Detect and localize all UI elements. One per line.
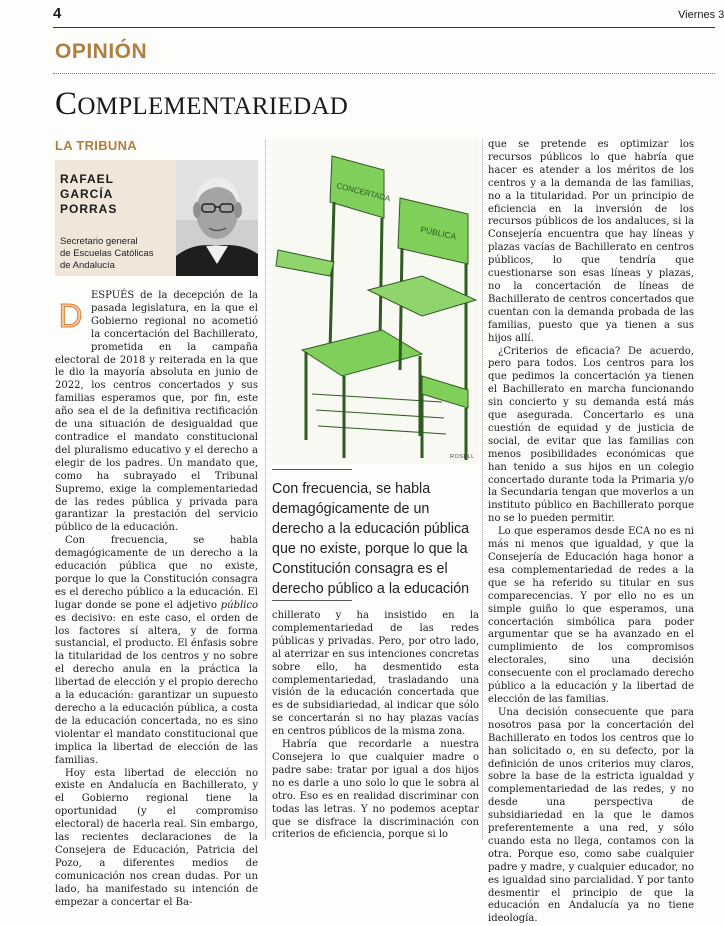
- body-paragraph: Habría que recordarle a nuestra Consejera lo que cualquier madre o padre sabe: tratar por igual a dos hijos no es darle a uno solo lo que le sobra al otro. Eso es en realidad discriminar con todas las letras. Y no podemos aceptar que se disfrace la discriminación con criterios de eficiencia, porque si lo: [272, 739, 479, 841]
- column-divider: [482, 140, 483, 839]
- headline-initial: C: [55, 86, 78, 122]
- body-paragraph: [55, 290, 258, 535]
- headline: [55, 86, 348, 123]
- author-role-line: de Escuelas Católicas: [60, 248, 154, 259]
- column-label: LA TRIBUNA: [55, 138, 137, 153]
- column-divider: [265, 140, 266, 839]
- lead-word: ESPUÉS: [91, 290, 135, 301]
- section-divider: [53, 73, 715, 74]
- body-paragraph: ¿Criterios de eficacia? De acuerdo, pero para todos. Los centros para los que pedimos la concertación ya tienen el Bachillerato en marcha funcionando sin concierto y su demanda está más que asegurada. Concertarlo es una cuestión de equidad y de justicia de social, de evitar que las familias con menos posibilidades económicas que han tenido a sus hijos en un colegio concertado durante toda la Primaria y/o la Secundaria tengan que moverlos a un instituto público en Bachillerato porque no se lo pueden permitir.: [488, 345, 694, 525]
- drop-cap: D: [58, 297, 83, 334]
- author-name-line: PORRAS: [60, 202, 118, 216]
- body-paragraph: que se pretende es optimizar los recursos públicos lo que habría que hacer es atender a los méritos de los centros y a la demanda de las familias, no a la titularidad. Por un principio de eficiencia en la inversión de los recursos públicos de los andaluces, si la Consejería encuentra que hay líneas y plazas vacías de Bachillerato en centros públicos, lo que tendría que cuestionarse son esas líneas y plazas, no la concertación de líneas de Bachillerato de centros concertados que cuentan con la demanda probada de las familias, puesto que ya tienen a sus hijos allí.: [488, 139, 694, 344]
- author-role-line: Secretario general: [60, 236, 138, 247]
- illustration-credit: ROSELL: [450, 454, 475, 460]
- chairs-illustration: [272, 140, 479, 464]
- author-name-line: RAFAEL: [60, 172, 114, 186]
- issue-date: Viernes 3: [678, 9, 724, 21]
- pull-quote: Con frecuencia, se habla demagógicamente de un derecho a la educación pública que no existe, porque lo que la Constitución consagra es el derecho público a la educación: [272, 481, 470, 597]
- author-role-line: de Andalucía: [60, 260, 115, 271]
- pullquote-rule: [272, 469, 352, 470]
- chair-right-label: PÚBLICA: [419, 224, 458, 242]
- header-rule: [53, 27, 715, 28]
- headline-rest: OMPLEMENTARIEDAD: [77, 93, 349, 120]
- emphasis-text: público: [220, 599, 258, 611]
- section-title: OPINIÓN: [55, 40, 148, 63]
- body-paragraph: chillerato y ha insistido en la complementariedad de las redes públicas y privadas. Pero, por otro lado, al aterrizar en sus intenciones concretas sobre ello, ha desmentido esta complementariedad, trasladando una visión de la educación concertada que es de subsidiariedad, al indicar que sólo se concertarán si no hay plazas vacías en centros públicos de la misma zona.: [272, 610, 479, 738]
- chair-left-label: CONCERTADA: [335, 181, 392, 204]
- body-paragraph: Una decisión consecuente que para nosotros pasa por la concertación del Bachillerato en todos los centros que lo han solicitado o, en su defecto, por la definición de unos criterios muy claros, sobre la base de la estricta igualdad y complementariedad de las redes, y no desde una perspectiva de subsidiariedad en la que le damos preferentemente a una red, y sólo cuando esta no llega, contamos con la otra. Porque eso, como sabe cualquier padre y madre, y cualquier educador, no es igualdad sino parcialidad. Y por tanto desmentir el principio de que la educación en Andalucía ya no tiene ideología.: [488, 706, 694, 925]
- body-paragraph: Hoy esta libertad de elección no existe en Andalucía en Bachillerato, y el Gobierno regional tiene la oportunidad (y el compromiso electoral) de hacerla real. Sin embargo, las recientes declaraciones de la Consejera de Educación, Patricia del Pozo, a diferentes medios de comunicación nos crean dudas. Por un lado, ha manifestado su intención de empezar a concertar el Ba-: [55, 767, 258, 908]
- author-name-line: GARCÍA: [60, 187, 114, 201]
- page-number: 4: [53, 5, 62, 22]
- body-paragraph: Lo que esperamos desde ECA no es ni más ni menos que igualdad, y que la Consejería de Educación haga honor a esa complementariedad de redes a la que se ha referido su titular en sus comparecencias. Y por ello no es un simple guiño lo que esperamos, una concertación simbólica para poder argumentar que se ha avanzado en el cumplimiento de los compromisos electorales, sino una decisión consecuente con el proclamado derecho público a la educación y la libertad de elección de las familias.: [488, 526, 694, 705]
- pullquote-rule: [272, 600, 352, 601]
- body-column-3: [488, 139, 694, 926]
- paragraph-text: es decisivo: en este caso, el orden de los factores sí altera, y de forma sustancial, el producto. El énfasis sobre la titularidad de los centros y no sobre el derecho anula en la práctica la libertad de elección y el propio derecho a la educación: garantizar un supuesto derecho a la educación pública, a costa de la educación concertada, no es sino violentar el mandato constitucional que implica la libertad de elección de las familias.: [55, 612, 258, 766]
- paragraph-text: Con frecuencia, se habla demagógicamente de un derecho a la educación pública que no existe, porque lo que la Constitución consagra es el derecho público a la educación. El lugar donde se pone el adjetivo: [55, 535, 258, 611]
- author-portrait: [176, 160, 258, 276]
- body-column-2: [272, 610, 479, 842]
- body-column-1: [55, 290, 258, 910]
- paragraph-text: de la decepción de la pasada legislatura, en la que el Gobierno regional no acometió la concertación del Bachillerato, prometida en la campaña electoral de 2018 y reiterada en la que le dio la mayoría absoluta en junio de 2022, los centros concertados y sus familias esperamos que, por fin, este año sea el de la definitiva rectificación de una situación de desigualdad que contradice el mandato constitucional del pluralismo educativo y el derecho a elegir de los padres. Un mandato que, como ha subrayado el Tribunal Supremo, exige la complementariedad de las redes pública y privada para garantizar la prestación del servicio público de la educación.: [55, 290, 258, 534]
- author-name: [60, 172, 117, 217]
- author-role: [60, 236, 170, 272]
- body-paragraph: [55, 535, 258, 767]
